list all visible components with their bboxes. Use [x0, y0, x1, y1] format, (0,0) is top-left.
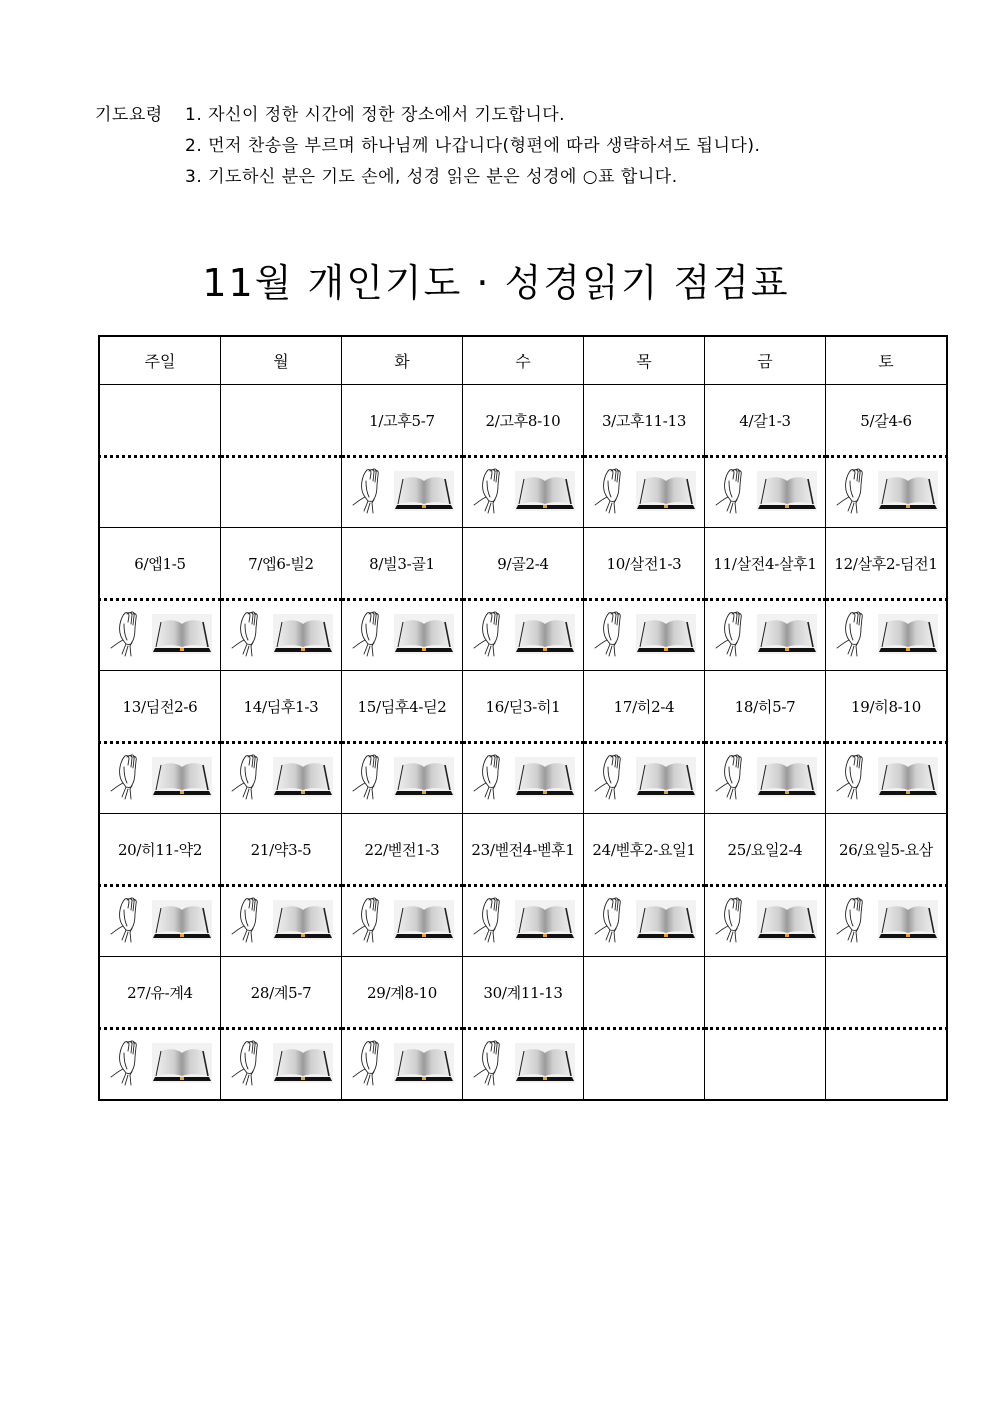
- check-cell[interactable]: [99, 886, 221, 957]
- weekday-header: 목: [584, 336, 705, 385]
- open-bible-icon[interactable]: [636, 471, 696, 511]
- praying-hands-icon[interactable]: [713, 610, 753, 658]
- check-icons: [592, 753, 696, 801]
- praying-hands-icon[interactable]: [350, 610, 390, 658]
- check-cell[interactable]: [463, 886, 584, 957]
- praying-hands-icon[interactable]: [471, 896, 511, 944]
- reading-cell: 11/살전4-살후1: [705, 528, 826, 600]
- open-bible-icon[interactable]: [515, 757, 575, 797]
- check-icons: [229, 896, 333, 944]
- reading-cell: 26/요일5-요삼: [826, 814, 948, 886]
- open-bible-icon[interactable]: [515, 900, 575, 940]
- reading-cell: 20/히11-약2: [99, 814, 221, 886]
- check-icons: [108, 753, 212, 801]
- weekday-header: 월: [221, 336, 342, 385]
- check-cell[interactable]: [584, 743, 705, 814]
- reading-row: [99, 385, 947, 457]
- reading-cell: 5/갈4-6: [826, 385, 948, 457]
- check-icons: [713, 896, 817, 944]
- reading-cell: 4/갈1-3: [705, 385, 826, 457]
- weekday-header: 화: [342, 336, 463, 385]
- check-icons: [471, 610, 575, 658]
- open-bible-icon[interactable]: [394, 1043, 454, 1083]
- check-icons: [834, 467, 938, 515]
- reading-cell: 3/고후11-13: [584, 385, 705, 457]
- reading-cell: 17/히2-4: [584, 671, 705, 743]
- weekday-header: 주일: [99, 336, 221, 385]
- praying-hands-icon[interactable]: [229, 753, 269, 801]
- check-cell[interactable]: [705, 886, 826, 957]
- open-bible-icon[interactable]: [394, 471, 454, 511]
- reading-cell: [99, 385, 221, 457]
- check-row: [99, 743, 947, 814]
- check-cell[interactable]: [463, 743, 584, 814]
- praying-hands-icon[interactable]: [350, 896, 390, 944]
- check-cell[interactable]: [342, 600, 463, 671]
- praying-hands-icon[interactable]: [350, 467, 390, 515]
- praying-hands-icon[interactable]: [713, 896, 753, 944]
- reading-cell: 19/히8-10: [826, 671, 948, 743]
- check-cell[interactable]: [584, 886, 705, 957]
- check-icons: [229, 610, 333, 658]
- prayer-instructions: [95, 100, 760, 193]
- praying-hands-icon[interactable]: [834, 610, 874, 658]
- open-bible-icon[interactable]: [273, 1043, 333, 1083]
- check-icons: [713, 610, 817, 658]
- reading-cell: 28/계5-7: [221, 957, 342, 1029]
- reading-cell: 1/고후5-7: [342, 385, 463, 457]
- praying-hands-icon[interactable]: [592, 610, 632, 658]
- praying-hands-icon[interactable]: [471, 1039, 511, 1087]
- open-bible-icon[interactable]: [878, 471, 938, 511]
- praying-hands-icon[interactable]: [229, 896, 269, 944]
- open-bible-icon[interactable]: [636, 757, 696, 797]
- check-icons: [834, 610, 938, 658]
- page-title: 11월 개인기도 · 성경읽기 점검표: [202, 261, 790, 305]
- check-icons: [229, 753, 333, 801]
- check-cell[interactable]: [705, 600, 826, 671]
- reading-cell: 2/고후8-10: [463, 385, 584, 457]
- check-icons: [592, 467, 696, 515]
- open-bible-icon[interactable]: [878, 757, 938, 797]
- praying-hands-icon[interactable]: [834, 896, 874, 944]
- check-row: [99, 457, 947, 528]
- reading-cell: 27/유-계4: [99, 957, 221, 1029]
- open-bible-icon[interactable]: [394, 757, 454, 797]
- check-cell[interactable]: [342, 1029, 463, 1101]
- open-bible-icon[interactable]: [757, 614, 817, 654]
- check-icons: [834, 753, 938, 801]
- reading-cell: 24/벧후2-요일1: [584, 814, 705, 886]
- open-bible-icon[interactable]: [757, 757, 817, 797]
- open-bible-icon[interactable]: [878, 614, 938, 654]
- praying-hands-icon[interactable]: [229, 1039, 269, 1087]
- check-cell: [221, 457, 342, 528]
- reading-cell: [221, 385, 342, 457]
- reading-cell: 25/요일2-4: [705, 814, 826, 886]
- reading-cell: [705, 957, 826, 1029]
- check-icons: [108, 896, 212, 944]
- open-bible-icon[interactable]: [878, 900, 938, 940]
- praying-hands-icon[interactable]: [108, 753, 148, 801]
- check-cell[interactable]: [221, 743, 342, 814]
- praying-hands-icon[interactable]: [108, 610, 148, 658]
- reading-cell: 10/살전1-3: [584, 528, 705, 600]
- open-bible-icon[interactable]: [515, 1043, 575, 1083]
- weekday-header-row: [99, 336, 947, 385]
- open-bible-icon[interactable]: [636, 900, 696, 940]
- open-bible-icon[interactable]: [757, 471, 817, 511]
- check-cell[interactable]: [342, 886, 463, 957]
- check-cell: [99, 457, 221, 528]
- check-cell[interactable]: [584, 600, 705, 671]
- reading-cell: 23/벧전4-벧후1: [463, 814, 584, 886]
- reading-cell: [826, 957, 948, 1029]
- check-cell[interactable]: [221, 1029, 342, 1101]
- praying-hands-icon[interactable]: [592, 753, 632, 801]
- open-bible-icon[interactable]: [394, 614, 454, 654]
- open-bible-icon[interactable]: [757, 900, 817, 940]
- check-cell[interactable]: [99, 743, 221, 814]
- check-cell[interactable]: [342, 457, 463, 528]
- praying-hands-icon[interactable]: [592, 896, 632, 944]
- check-icons: [834, 896, 938, 944]
- instruction-line-3: 3. 기도하신 분은 기도 손에, 성경 읽은 분은 성경에 ○표 합니다.: [185, 167, 678, 187]
- check-icons: [350, 610, 454, 658]
- reading-cell: [584, 957, 705, 1029]
- check-cell[interactable]: [463, 1029, 584, 1101]
- open-bible-icon[interactable]: [394, 900, 454, 940]
- praying-hands-icon[interactable]: [350, 753, 390, 801]
- check-icons: [592, 610, 696, 658]
- reading-cell: 29/계8-10: [342, 957, 463, 1029]
- praying-hands-icon[interactable]: [471, 753, 511, 801]
- reading-row: [99, 671, 947, 743]
- check-icons: [471, 467, 575, 515]
- open-bible-icon[interactable]: [152, 1043, 212, 1083]
- check-icons: [350, 753, 454, 801]
- open-bible-icon[interactable]: [273, 757, 333, 797]
- check-cell[interactable]: [584, 457, 705, 528]
- check-icons: [350, 1039, 454, 1087]
- check-icons: [471, 1039, 575, 1087]
- reading-cell: 14/딤후1-3: [221, 671, 342, 743]
- check-cell[interactable]: [342, 743, 463, 814]
- praying-hands-icon[interactable]: [834, 753, 874, 801]
- praying-hands-icon[interactable]: [834, 467, 874, 515]
- open-bible-icon[interactable]: [152, 614, 212, 654]
- check-cell: [826, 1029, 948, 1101]
- check-cell[interactable]: [826, 457, 948, 528]
- praying-hands-icon[interactable]: [592, 467, 632, 515]
- reading-row: [99, 814, 947, 886]
- open-bible-icon[interactable]: [636, 614, 696, 654]
- open-bible-icon[interactable]: [152, 757, 212, 797]
- reading-cell: 9/골2-4: [463, 528, 584, 600]
- check-cell: [705, 1029, 826, 1101]
- check-icons: [108, 610, 212, 658]
- weekday-header: 수: [463, 336, 584, 385]
- check-row: [99, 886, 947, 957]
- check-cell[interactable]: [221, 600, 342, 671]
- praying-hands-icon[interactable]: [108, 1039, 148, 1087]
- praying-hands-icon[interactable]: [471, 467, 511, 515]
- reading-cell: 16/딛3-히1: [463, 671, 584, 743]
- reading-cell: 21/약3-5: [221, 814, 342, 886]
- praying-hands-icon[interactable]: [108, 896, 148, 944]
- open-bible-icon[interactable]: [152, 900, 212, 940]
- reading-row: [99, 528, 947, 600]
- reading-cell: 18/히5-7: [705, 671, 826, 743]
- check-icons: [471, 753, 575, 801]
- reading-cell: 13/딤전2-6: [99, 671, 221, 743]
- instruction-line-1: 기도요령 1. 자신이 정한 시간에 정한 장소에서 기도합니다.: [95, 100, 760, 131]
- check-cell[interactable]: [463, 457, 584, 528]
- check-icons: [108, 1039, 212, 1087]
- weekday-header: 토: [826, 336, 948, 385]
- check-icons: [713, 753, 817, 801]
- praying-hands-icon[interactable]: [229, 610, 269, 658]
- check-cell[interactable]: [826, 886, 948, 957]
- reading-cell: 12/살후2-딤전1: [826, 528, 948, 600]
- check-row: [99, 600, 947, 671]
- check-icons: [471, 896, 575, 944]
- check-icons: [229, 1039, 333, 1087]
- praying-hands-icon[interactable]: [713, 467, 753, 515]
- check-row: [99, 1029, 947, 1101]
- check-cell[interactable]: [463, 600, 584, 671]
- reading-cell: 15/딤후4-딛2: [342, 671, 463, 743]
- instruction-line-2: 2. 먼저 찬송을 부르며 하나님께 나갑니다(형편에 따라 생략하셔도 됩니다).: [185, 136, 761, 156]
- open-bible-icon[interactable]: [515, 471, 575, 511]
- praying-hands-icon[interactable]: [713, 753, 753, 801]
- check-cell[interactable]: [826, 600, 948, 671]
- check-cell: [584, 1029, 705, 1101]
- reading-cell: 22/벧전1-3: [342, 814, 463, 886]
- check-cell[interactable]: [99, 600, 221, 671]
- reading-cell: 8/빌3-골1: [342, 528, 463, 600]
- check-cell[interactable]: [826, 743, 948, 814]
- reading-row: [99, 957, 947, 1029]
- check-icons: [350, 896, 454, 944]
- open-bible-icon[interactable]: [515, 614, 575, 654]
- open-bible-icon[interactable]: [273, 900, 333, 940]
- check-icons: [713, 467, 817, 515]
- reading-cell: 30/계11-13: [463, 957, 584, 1029]
- checklist-calendar: [98, 335, 948, 1101]
- open-bible-icon[interactable]: [273, 614, 333, 654]
- check-cell[interactable]: [705, 457, 826, 528]
- praying-hands-icon[interactable]: [471, 610, 511, 658]
- praying-hands-icon[interactable]: [350, 1039, 390, 1087]
- reading-cell: 7/엡6-빌2: [221, 528, 342, 600]
- check-icons: [350, 467, 454, 515]
- check-cell[interactable]: [99, 1029, 221, 1101]
- check-icons: [592, 896, 696, 944]
- check-cell[interactable]: [705, 743, 826, 814]
- check-cell[interactable]: [221, 886, 342, 957]
- weekday-header: 금: [705, 336, 826, 385]
- reading-cell: 6/엡1-5: [99, 528, 221, 600]
- instructions-label: 기도요령: [95, 105, 163, 125]
